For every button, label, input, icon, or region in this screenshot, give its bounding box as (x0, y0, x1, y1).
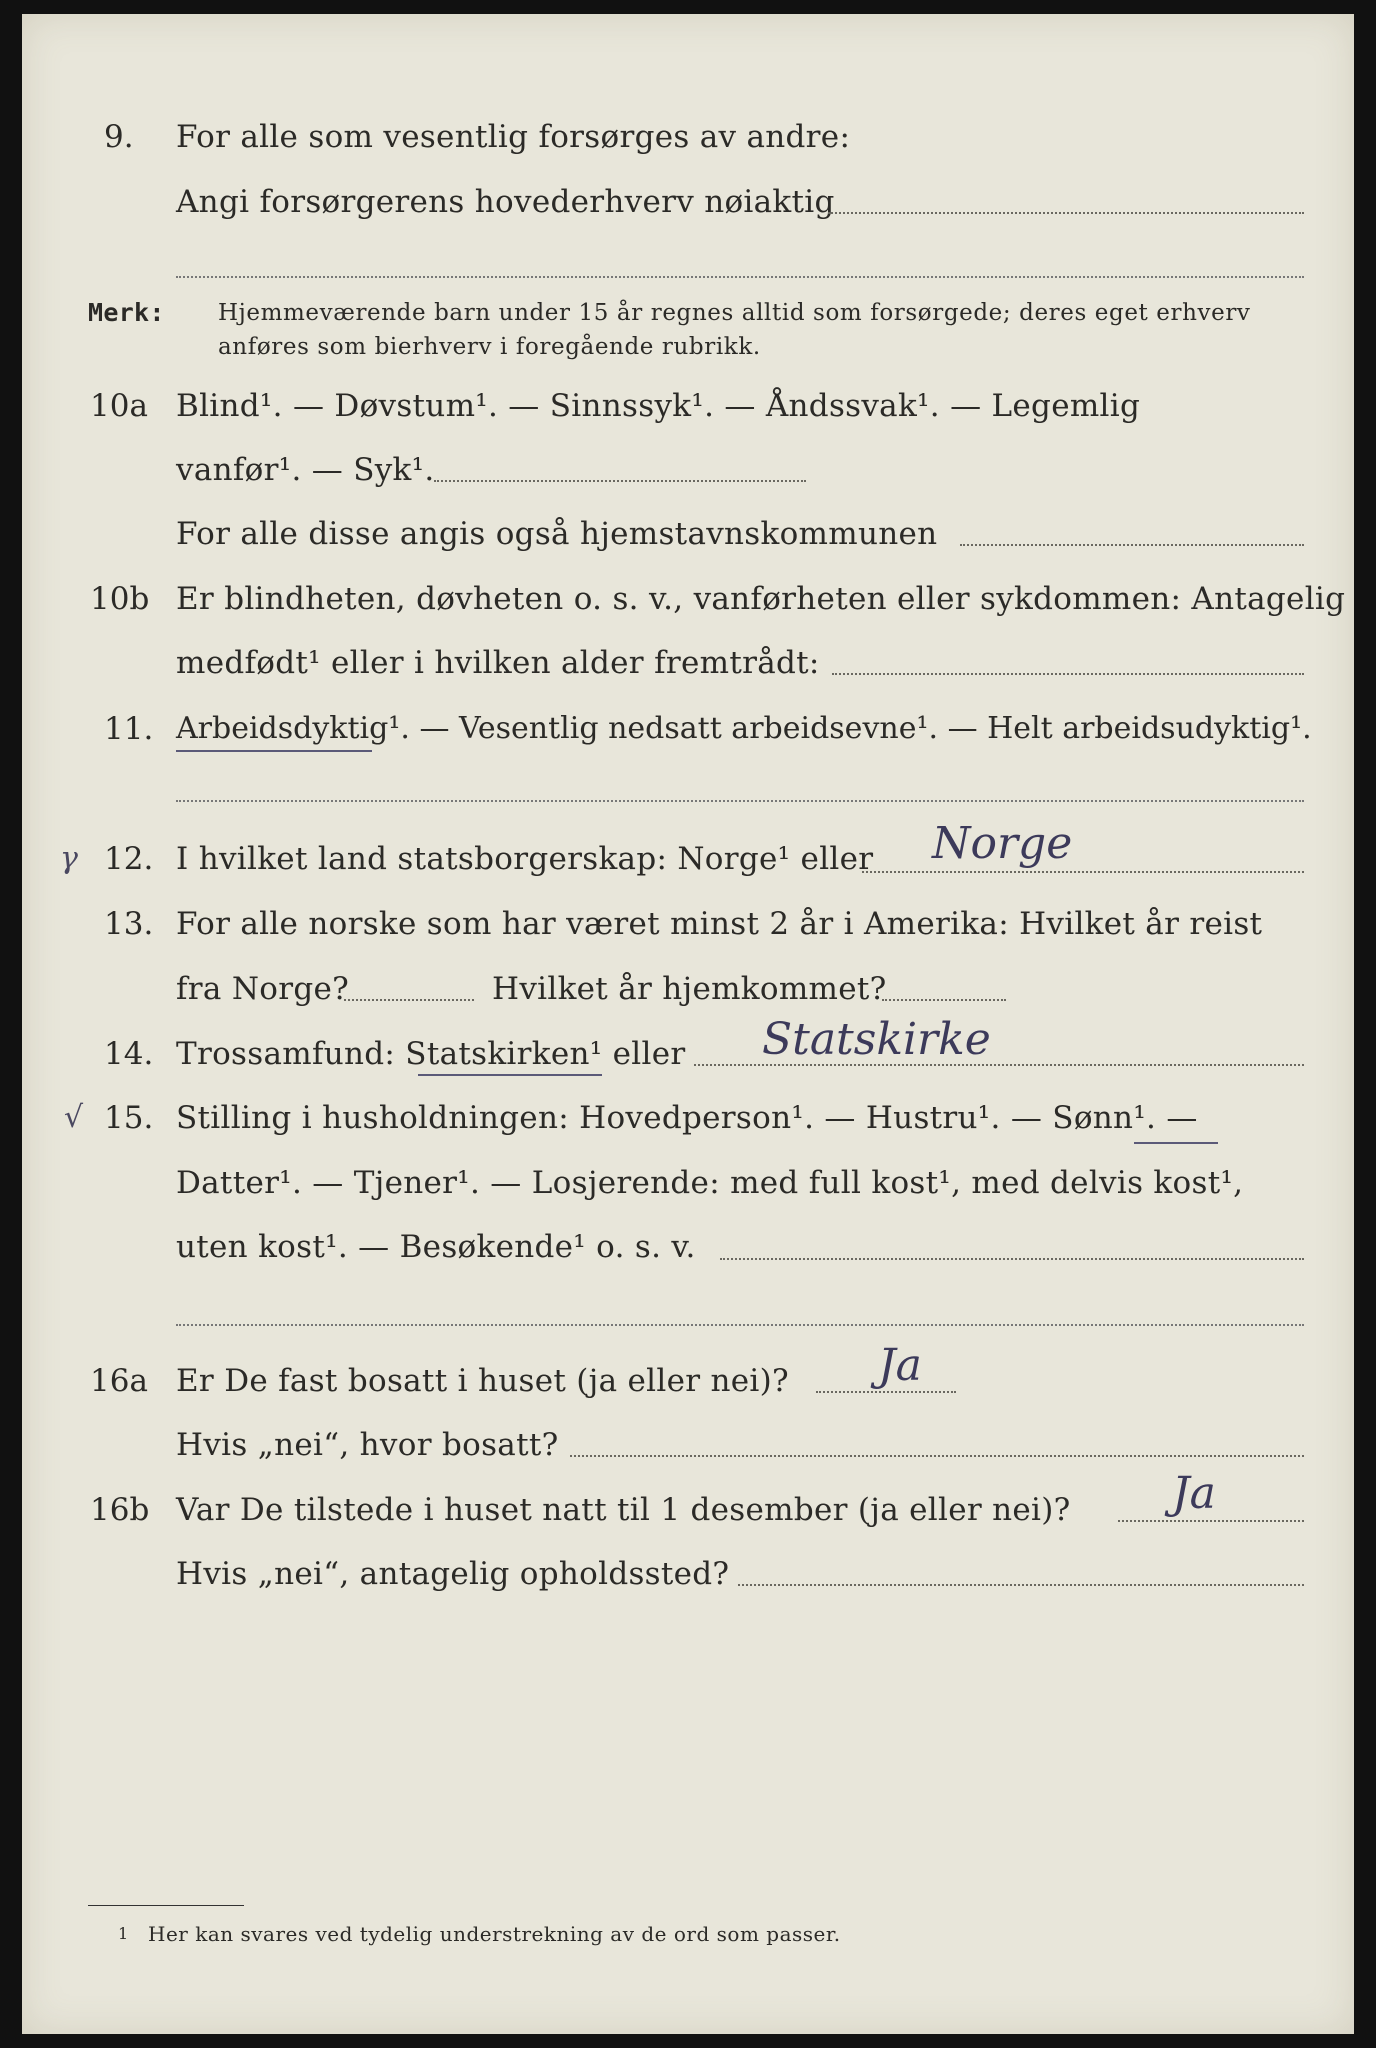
footnote-text: Her kan svares ved tydelig understrekning av de ord som passer. (148, 1922, 841, 1946)
q10b-line2: medfødt¹ eller i hvilken alder fremtrådt: (176, 645, 820, 681)
q11-pen-underline (176, 750, 372, 752)
q9-answer-line[interactable] (828, 212, 1304, 214)
q16b-line1: Var De tilstede i huset natt til 1 desember (ja eller nei)? (176, 1492, 1071, 1528)
q11-extra-line[interactable] (176, 800, 1304, 802)
q16b-number: 16b (90, 1492, 150, 1528)
q12-margin-mark: γ (60, 841, 78, 876)
q15-extra-line[interactable] (176, 1324, 1304, 1326)
census-form-page (22, 14, 1354, 2034)
q12-line1: I hvilket land statsborgerskap: Norge¹ eller (176, 841, 874, 877)
q16b-handwritten-answer: Ja (1172, 1468, 1216, 1519)
q14-number: 14. (104, 1036, 154, 1072)
q13-line1: For alle norske som har været minst 2 år i Amerika: Hvilket år reist (176, 906, 1263, 942)
q15-line2: Datter¹. — Tjener¹. — Losjerende: med full kost¹, med delvis kost¹, (176, 1165, 1244, 1201)
q14-handwritten-answer: Statskirke (762, 1014, 991, 1065)
q16a-line2: Hvis „nei“, hvor bosatt? (176, 1427, 559, 1463)
q14-line1: Trossamfund: Statskirken¹ eller (176, 1036, 686, 1072)
q15-pen-underline (1134, 1142, 1218, 1144)
q15-answer-line[interactable] (720, 1258, 1304, 1260)
q12-number: 12. (104, 841, 154, 877)
q11-number: 11. (104, 711, 154, 747)
q9-line2: Angi forsørgerens hovederhverv nøiaktig (176, 184, 835, 220)
q10a-line2: vanfør¹. — Syk¹. (176, 452, 435, 488)
q15-line3: uten kost¹. — Besøkende¹ o. s. v. (176, 1229, 696, 1265)
q16b-answer-line[interactable] (1118, 1520, 1304, 1522)
q16a-handwritten-answer: Ja (878, 1340, 922, 1391)
q15-number: 15. (104, 1100, 154, 1136)
q12-answer-line[interactable] (862, 871, 1304, 873)
q15-margin-mark: √ (64, 1100, 84, 1135)
merk-line1: Hjemmeværende barn under 15 år regnes alltid som forsørgede; deres eget erhverv (218, 300, 1251, 326)
q10b-line1: Er blindheten, døvheten o. s. v., vanførheten eller sykdommen: Antagelig (176, 581, 1346, 617)
q10b-number: 10b (90, 581, 150, 617)
q9-number: 9. (104, 119, 134, 155)
q10a-answer-line[interactable] (434, 480, 806, 482)
q15-line1: Stilling i husholdningen: Hovedperson¹. — Hustru¹. — Sønn¹. — (176, 1100, 1198, 1136)
q9-line1: For alle som vesentlig forsørges av andre: (176, 119, 851, 155)
q10a-number: 10a (90, 388, 148, 424)
q16a-line1: Er De fast bosatt i huset (ja eller nei)? (176, 1363, 789, 1399)
q13-number: 13. (104, 906, 154, 942)
footnote-rule (88, 1905, 244, 1906)
q14-pen-underline (418, 1074, 602, 1076)
q13-hjemkommet-line[interactable] (882, 999, 1006, 1001)
footnote-marker: 1 (118, 1924, 129, 1943)
q13-reist-line[interactable] (344, 999, 474, 1001)
q16a-number: 16a (90, 1363, 148, 1399)
q11-line1: Arbeidsdyktig¹. — Vesentlig nedsatt arbeidsevne¹. — Helt arbeidsudyktig¹. (176, 711, 1312, 746)
q10b-answer-line[interactable] (832, 673, 1304, 675)
q10a-line3: For alle disse angis også hjemstavnskommunen (176, 516, 938, 552)
q16b-opholdssted-line[interactable] (738, 1584, 1304, 1586)
q10a-kommune-line[interactable] (960, 544, 1304, 546)
q16a-answer-line[interactable] (816, 1391, 956, 1393)
merk-label: Merk: (88, 298, 165, 327)
merk-line2: anføres som bierhverv i foregående rubrikk. (218, 334, 761, 360)
q16b-line2: Hvis „nei“, antagelig opholdssted? (176, 1556, 730, 1592)
q13-line2a: fra Norge? (176, 971, 350, 1007)
q10a-line1: Blind¹. — Døvstum¹. — Sinnssyk¹. — Åndssvak¹. — Legemlig (176, 388, 1141, 424)
q9-extra-line[interactable] (176, 276, 1304, 278)
q12-handwritten-answer: Norge (932, 818, 1073, 869)
q16a-bosatt-line[interactable] (570, 1455, 1304, 1457)
q13-line2b: Hvilket år hjemkommet? (492, 971, 887, 1007)
